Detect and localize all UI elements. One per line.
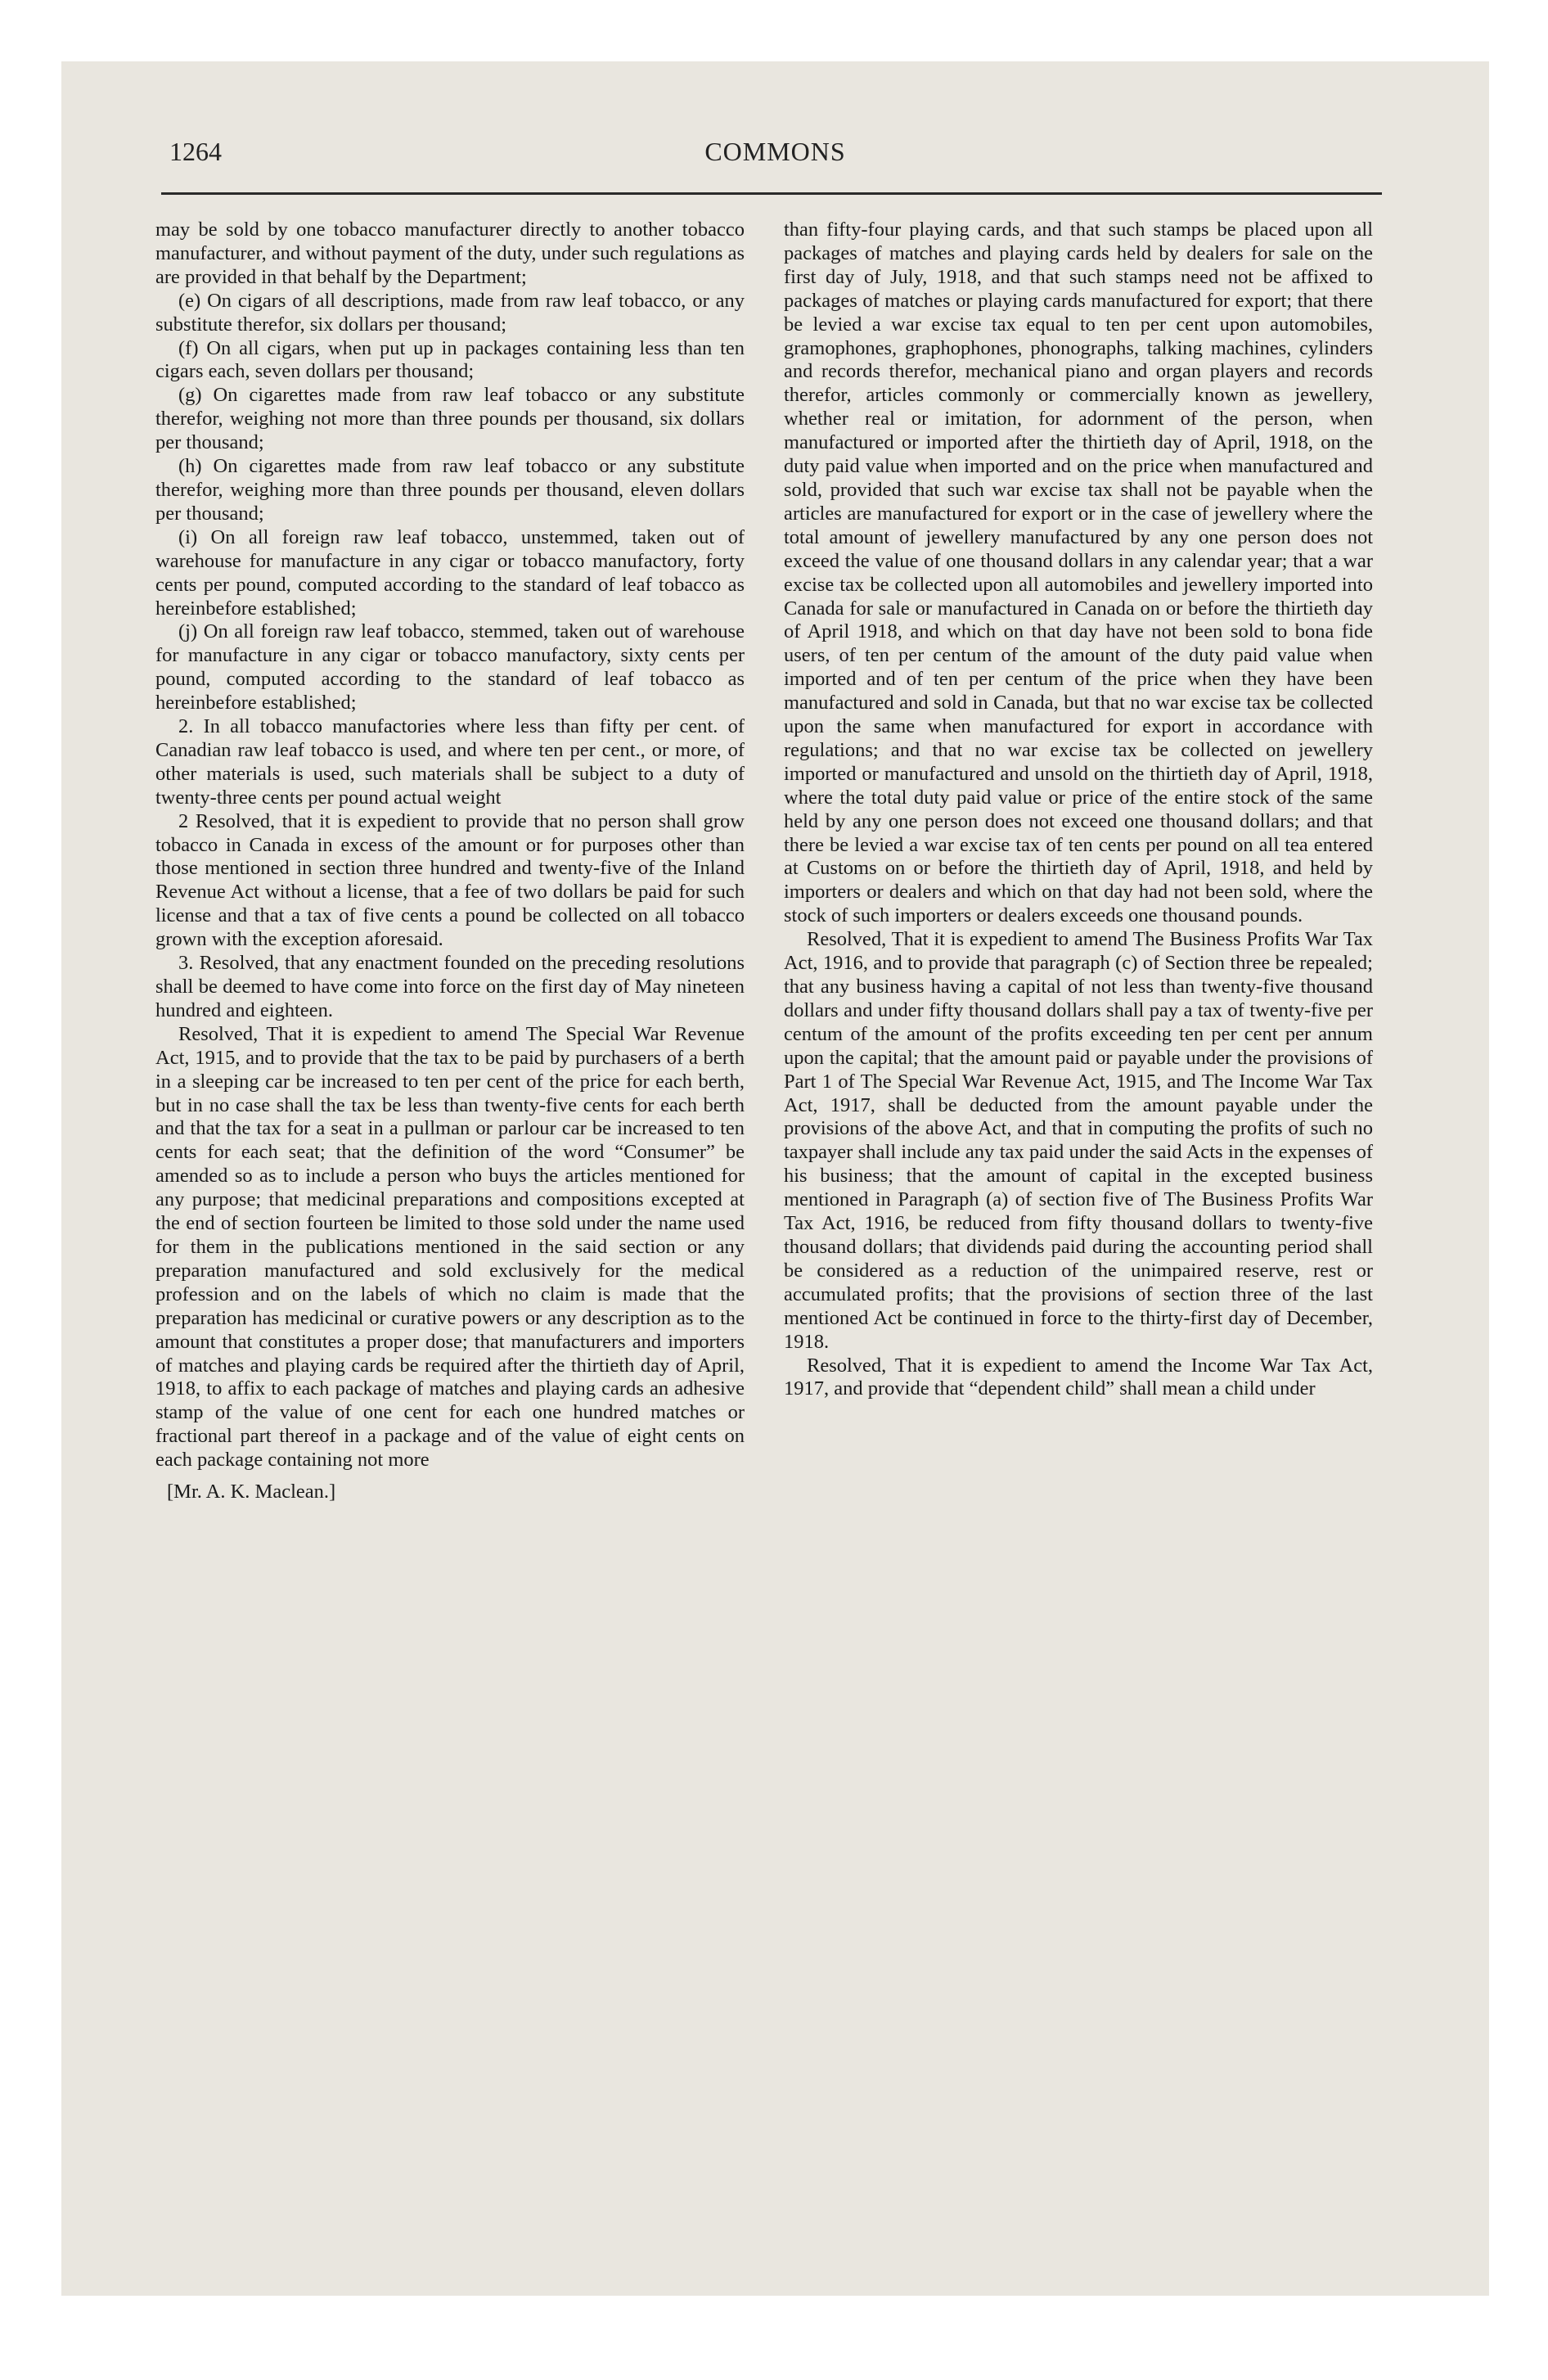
paragraph: (f) On all cigars, when put up in packages containing less than ten cigars each, seven dollars per thousand; [155, 336, 745, 383]
running-head: COMMONS [704, 137, 846, 166]
paragraph: Resolved, That it is expedient to amend The Special War Revenue Act, 1915, and to provide that the tax to be paid by purchasers of a berth in a sleeping car be increased to ten per cent of the price for each berth, but in no case shall the tax be less than twenty-five cents for each berth and that the tax for a seat in a pullman or parlour car be increased to ten cents for each seat; that the definition of the word “Consumer” be amended so as to include a person who buys the articles mentioned for any purpose; that medicinal preparations and compositions excepted at the end of section fourteen be limited to those sold under the name used for them in the publications mentioned in the said section or any preparation manufactured and sold exclusively for the medical profession and on the labels of which no claim is made that the preparation has medicinal or curative powers or any description as to the amount that constitutes a proper dose; that manufacturers and importers of matches and playing cards be required after the thirtieth day of April, 1918, to affix to each package of matches and playing cards an adhesive stamp of the value of one cent for each one hundred matches or fractional part thereof in a package and of the value of eight cents on each package containing not more [155, 1022, 745, 1472]
page-header [61, 61, 1489, 184]
paragraph: (h) On cigarettes made from raw leaf tobacco or any substitute therefor, weighing more than three pounds per thousand, eleven dollars per thousand; [155, 455, 745, 525]
paragraph: Resolved, That it is expedient to amend The Business Profits War Tax Act, 1916, and to provide that paragraph (c) of Section three be repealed; that any business having a capital of not less than twenty-five thousand dollars and under fifty thousand dollars shall pay a tax of twenty-five per centum of the amount of the profits exceeding ten per cent per annum upon the capital; that the amount paid or payable under the provisions of Part 1 of The Special War Revenue Act, 1915, and The Income War Tax Act, 1917, shall be deducted from the amount payable under the provisions of the above Act, and that in computing the profits of such no taxpayer shall include any tax paid under the said Acts in the expenses of his business; that the amount of capital in the excepted business mentioned in Paragraph (a) of section five of The Business Profits War Tax Act, 1916, be reduced from fifty thousand dollars to twenty-five thousand dollars; that dividends paid during the accounting period shall be considered as a reduction of the unimpaired reserve, rest or accumulated profits; that the provisions of section three of the last mentioned Act be continued in force to the thirty-first day of December, 1918. [784, 928, 1373, 1353]
header-rule [161, 192, 1382, 195]
paragraph: 3. Resolved, that any enactment founded on the preceding resolutions shall be deemed to have come into force on the first day of May nineteen hundred and eighteen. [155, 952, 745, 1021]
speaker-attribution: [Mr. A. K. Maclean.] [167, 1481, 336, 1503]
page-number: 1264 [169, 137, 222, 166]
paragraph: (g) On cigarettes made from raw leaf tobacco or any substitute therefor, weighing not more than three pounds per thousand, six dollars per thousand; [155, 384, 745, 454]
left-column [155, 219, 745, 1504]
paragraph: (e) On cigars of all descriptions, made from raw leaf tobacco, or any substitute therefor, six dollars per thousand; [155, 289, 745, 336]
right-column [784, 219, 1373, 1401]
paragraph: (i) On all foreign raw leaf tobacco, unstemmed, taken out of warehouse for manufacture in any cigar or tobacco manufactory, forty cents per pound, computed according to the standard of leaf tobacco as hereinbefore established; [155, 525, 745, 620]
page-scan [61, 61, 1489, 2296]
paragraph: Resolved, That it is expedient to amend the Income War Tax Act, 1917, and provide that “dependent child” shall mean a child under [784, 1354, 1373, 1400]
paragraph: (j) On all foreign raw leaf tobacco, stemmed, taken out of warehouse for manufacture in any cigar or tobacco manufactory, sixty cents per pound, computed according to the standard of leaf tobacco as hereinbefore established; [155, 620, 745, 714]
paragraph: may be sold by one tobacco manufacturer directly to another tobacco manufacturer, and without payment of the duty, under such regulations as are provided in that behalf by the Department; [155, 219, 745, 288]
paragraph: 2. In all tobacco manufactories where less than fifty per cent. of Canadian raw leaf tobacco is used, and where ten per cent., or more, of other materials is used, such materials shall be subject to a duty of twenty-three cents per pound actual weight [155, 715, 745, 809]
paragraph: than fifty-four playing cards, and that such stamps be placed upon all packages of matches and playing cards held by dealers for sale on the first day of July, 1918, and that such stamps need not be affixed to packages of matches or playing cards manufactured for export; that there be levied a war excise tax equal to ten per cent upon automobiles, gramophones, graphophones, phonographs, talking machines, cylinders and records therefor, mechanical piano and organ players and records therefor, articles commonly or commercially known as jewellery, whether real or imitation, for adornment of the person, when manufactured or imported after the thirtieth day of April, 1918, on the duty paid value when imported and on the price when manufactured and sold, provided that such war excise tax shall not be payable when the articles are manufactured for export or in the case of jewellery where the total amount of jewellery manufactured by any one person does not exceed the value of one thousand dollars in any calendar year; that a war excise tax be collected upon all automobiles and jewellery imported into Canada for sale or manufactured in Canada on or before the thirtieth day of April 1918, and which on that day have not been sold to bona fide users, of ten per centum of the amount of the duty paid value when imported and of ten per centum of the price when they have been manufactured and sold in Canada, but that no war excise tax be collected upon the same when manufactured for export in accordance with regulations; and that no war excise tax be collected on jewellery imported or manufactured and unsold on the thirtieth day of April, 1918, where the total duty paid value or price of the entire stock of the same held by any one person does not exceed one thousand dollars; and that there be levied a war excise tax of ten cents per pound on all tea entered at Customs on or before the thirtieth day of April, 1918, and held by importers or dealers and which on that day had not been sold, where the stock of such importers or dealers exceeds one thousand pounds. [784, 219, 1373, 927]
paragraph: 2 Resolved, that it is expedient to provide that no person shall grow tobacco in Canada in excess of the amount or for purposes other than those mentioned in section three hundred and twenty-five of the Inland Revenue Act without a license, that a fee of two dollars be paid for such license and that a tax of five cents a pound be collected on all tobacco grown with the exception aforesaid. [155, 809, 745, 951]
